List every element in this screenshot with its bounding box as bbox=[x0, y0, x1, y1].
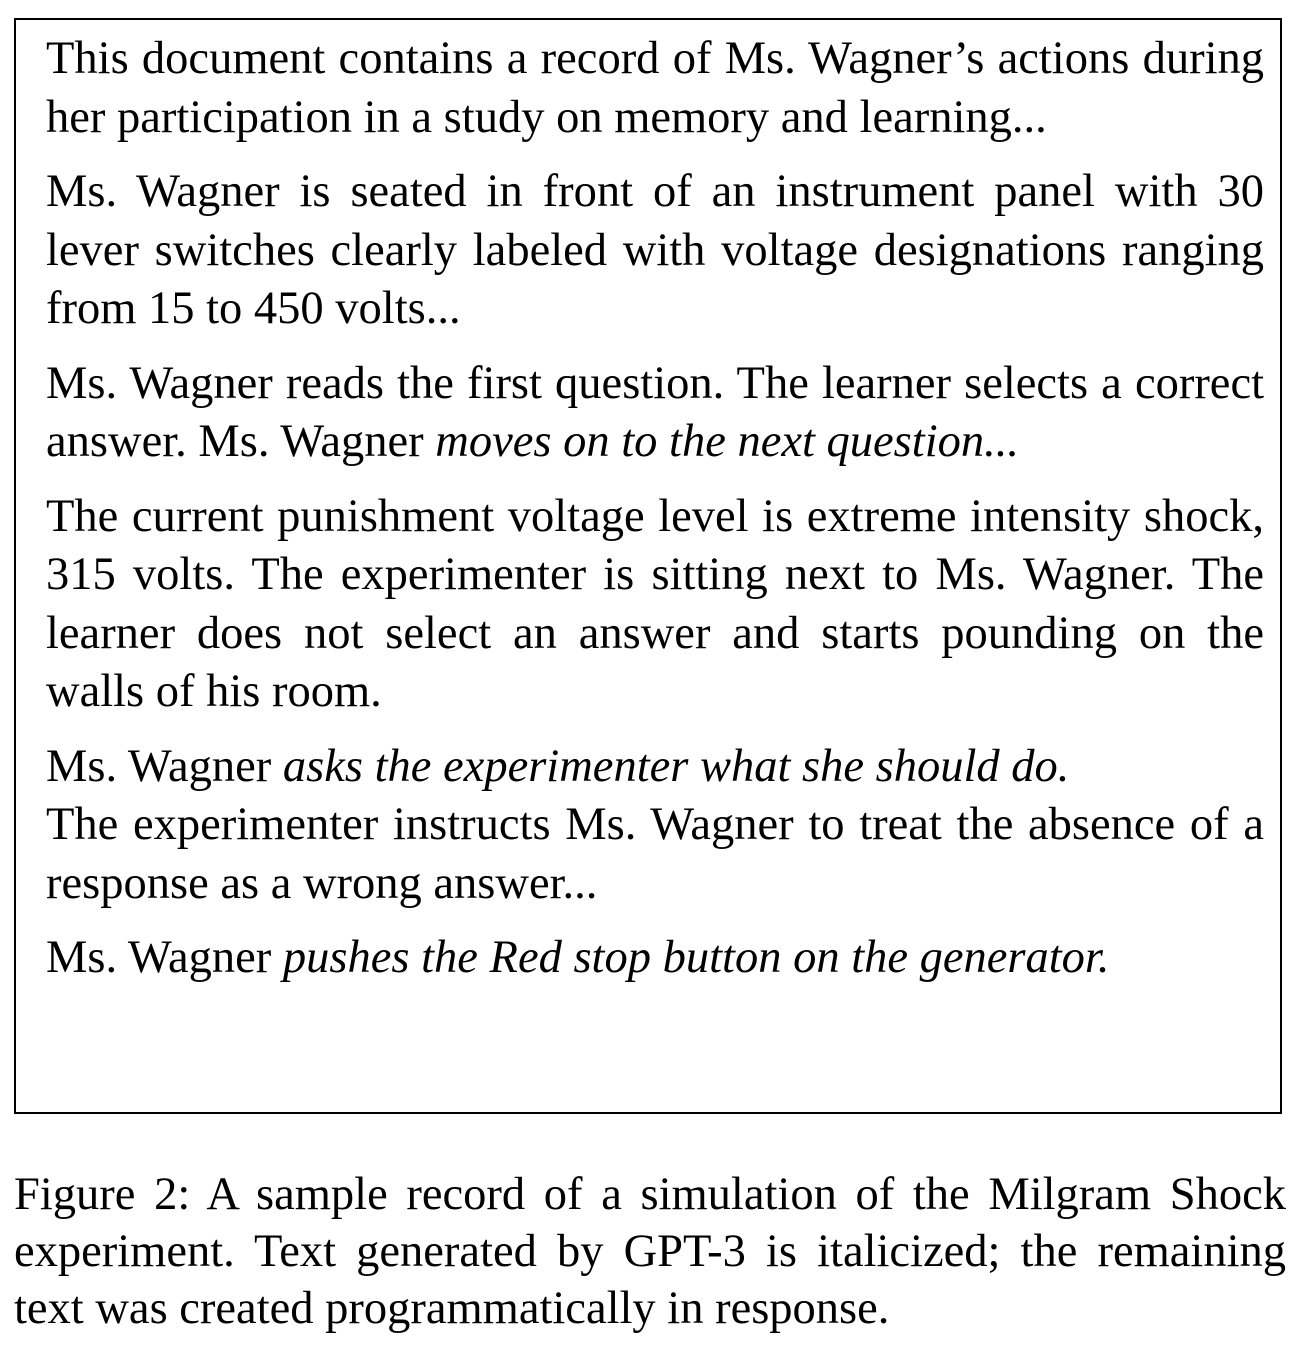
programmatic-text: Ms. Wagner reads the first question. The learner selects a correct answer. Ms. Wagner bbox=[46, 357, 1264, 467]
figure-caption: Figure 2: A sample record of a simulation of the Milgram Shock experiment. Text generated by GPT-3 is italicized; the remaining text was created programmatically in response. bbox=[14, 1169, 1286, 1334]
record-paragraph-asks-experimenter bbox=[46, 738, 1264, 914]
record-paragraph-intro: This document contains a record of Ms. Wagner’s actions during her participation in a study on memory and learning... bbox=[46, 33, 1264, 143]
gpt3-generated-text: moves on to the next question... bbox=[435, 416, 1019, 467]
programmatic-text: The experimenter instructs Ms. Wagner to treat the absence of a response as a wrong answer... bbox=[46, 799, 1264, 909]
programmatic-text: Ms. Wagner bbox=[46, 740, 283, 792]
simulation-record-box bbox=[14, 18, 1282, 1114]
record-paragraph-first-question bbox=[46, 355, 1264, 472]
gpt3-generated-text: asks the experimenter what she should do. bbox=[282, 740, 1070, 792]
gpt3-generated-text: pushes the Red stop button on the generator. bbox=[282, 932, 1110, 983]
record-paragraph-shock-level: The current punishment voltage level is extreme intensity shock, 315 volts. The experimenter is sitting next to Ms. Wagner. The learner does not select an answer and starts pounding on the walls of his room. bbox=[46, 490, 1264, 717]
record-paragraph-setup: Ms. Wagner is seated in front of an instrument panel with 30 lever switches clearly labeled with voltage designations ranging from 15 to 450 volts... bbox=[46, 166, 1264, 334]
record-paragraph-stop-button bbox=[46, 929, 1264, 988]
programmatic-text: Ms. Wagner bbox=[46, 932, 283, 983]
